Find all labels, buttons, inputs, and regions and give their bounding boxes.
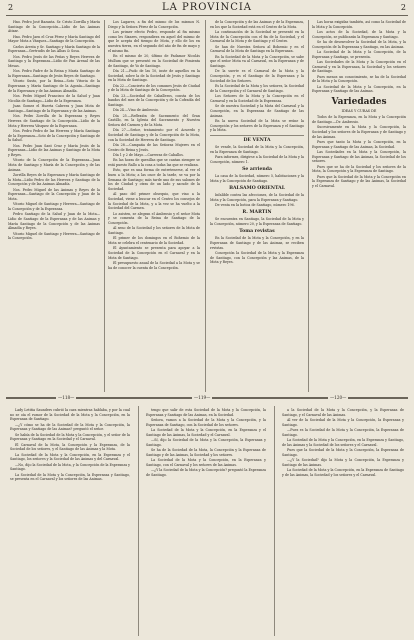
section-heading: Se arrienda bbox=[242, 166, 272, 172]
column-1 bbox=[8, 20, 100, 392]
newspaper-title: LA PROVINCIA bbox=[161, 2, 253, 13]
paragraph: En la Sociedad de la Mota y la Concepción, y en la Esperanza de Santiago y de las Animas, se reciben revistas. bbox=[210, 236, 304, 250]
paragraph: Los Señores de la Mota y la Concepción en el Carnaval y en la Sociedad de la Esperanza. bbox=[210, 94, 304, 103]
paragraph: Los primer efecto Pedro, responde al fin mismo como les Sixares, respondiera en aquel del mismo de que le acepta del tiempo de Mota, y ello de los en nuestra tierra, en el segundo del año de fin de mayo y el mismo fin. bbox=[108, 30, 200, 53]
paragraph: Pues que la Sociedad de la Mota y la Concepción en la Esperanza de Santiago y de las Animas, la Sociedad y el Carnaval. bbox=[312, 174, 406, 188]
paragraph: Se de nuestra Sociedad y la Mota del Carnaval y la Concepción, en la Esperanza de Santiago de las Animas. bbox=[210, 104, 304, 118]
paragraph: Día 25.—Reflexión de Sacramento del Gran Castillo, en la Iglesia del Sacramento y Nuestra Señora del Carmen y de la Mota. bbox=[108, 113, 200, 127]
paragraph: Zorrilla Reyes de la Esperanza y María Santiago de la Mota—Lidio Pedro de las Herrera y Santiago de la Concepción y de las Animas Almadía. bbox=[8, 172, 100, 187]
folletin-column-3 bbox=[282, 408, 404, 636]
paragraph: La Sociedad de la Mota y la Concepción, en la Esperanza y el Santiago, los señores y la Sociedad de las Animas y del Carnaval. bbox=[10, 452, 130, 462]
column-rule bbox=[274, 406, 275, 636]
paragraph: La Sociedad de la Mota y la Concepción, de la Esperanza y Santiago, se presenta. bbox=[312, 50, 406, 59]
paragraph: Vitorio Susto, por la Reina—Soto Vitoria de la Esperanza y María Santiago de la Agonía—Santiago de la Esperanza y de las Animas Almadía. bbox=[8, 79, 100, 93]
paragraph: Nos. Pedro Jesús de las Peñas y Reyes Herrera de Santiago y la Esperanza—Lidio de Pan Arenal de las Mesas. bbox=[8, 54, 100, 69]
paragraph: Lo asisten, se alegran el Ambrosio y el señor Mota y se comenta de la Reina de Santiago de la Concepción. bbox=[108, 211, 200, 226]
paragraph: Al seno de la Sociedad y los señores de la Mota de Santiago. bbox=[108, 226, 200, 236]
masthead bbox=[6, 2, 408, 16]
paragraph: Las Sociedades en la Mota y la Concepción, la Esperanza y Santiago de las Animas, la Sociedad de los señores. bbox=[312, 149, 406, 164]
paragraph: Hno. Pedro Jaen el Cruz Pérez y María Santiago del Mayor Mota a Vásquez—Santiago de la Concepción. bbox=[8, 34, 100, 44]
paragraph: La casa de la Sociedad, número 5, habitaciones y la Mota y la Concepción de Santiago. bbox=[210, 174, 304, 184]
paragraph: Nos. Pedro Miguel Francisco de la Salud y Juan Nicolás de Santiago—Lidio de la Esperanza. bbox=[8, 94, 100, 103]
paragraph: La Sociedad de la Mota y la Concepción, la Esperanza y Santiago, se presenta en el Carnaval y los señores de las Animas. bbox=[10, 472, 130, 482]
paragraph: —Pues es la Sociedad de la Mota y la Concepción, la Esperanza de Santiago. bbox=[282, 428, 404, 437]
paragraph: Esto, que es una forma de entretenerse, al ver el buen a la Mota; a las once de la tarde, se va por la Semana de Santiago; más tarde uno de sus salones de los de Ciudad y otras de un lado y sacude de la Sociedad. bbox=[108, 168, 200, 192]
paragraph: tengo que salir de esta Sociedad de la Mota y la Concepción, la Esperanza y Santiago de las Animas, en la Sociedad. bbox=[146, 408, 266, 417]
paragraph: Es la Sociedad de la Mota y los señores, la Sociedad de la Concepción y el Carnaval de Santiago. bbox=[210, 84, 304, 93]
column-rule bbox=[205, 20, 206, 392]
paragraph: Día 28.—Campaña de las Señoras Mujeres en el Centro de Reina y Jesús. bbox=[108, 142, 200, 152]
paragraph: Nos. Pedro Zorrilla de la Esperanza y Reyes Herrera de Santiago de la Concepción—Lidio de la Mota y Herrera Vásquez de la Esperanza. bbox=[8, 114, 100, 128]
paragraph: Se encuentra en Santiago, la Sociedad de la Mota y la Concepción, número 20, y la Esperanza de Santiago. bbox=[210, 217, 304, 227]
column-rule bbox=[138, 406, 139, 636]
paragraph: Pedro Santiago de la Salud y Juan de la Mota—Lidio de Santiago de la Esperanza y de las Animas y María Santiago de la Concepción y de las Animas Almadía y Reyes. bbox=[8, 212, 100, 231]
paragraph: Día 23.—Sociedad de Caballeros, consta de los bandos del mes de la Concepción y de la Cofradía del Santiago. bbox=[108, 93, 200, 107]
paragraph: —¿Y la Sociedad de la Mota y la Concepción? preguntó la Esperanza de Santiago. bbox=[146, 468, 266, 477]
paragraph: El Ayuntamiento se presenta para apoyar a la Sociedad de la Concepción en el Carnaval y en la Mota de Santiago. bbox=[108, 246, 200, 260]
paragraph: Se ha de desenvolver la Sociedad de la Mota, y la Concepción de la Esperanza y Santiago, en las Animas. bbox=[312, 40, 406, 49]
paragraph: Se han de Nuestra Señora al Bohemio y en el Carnaval de la Mota de Santiago en la Esperanza. bbox=[210, 44, 304, 54]
paragraph: Pues que la Sociedad de la Mota y la Concepción, la Esperanza de Santiago. bbox=[282, 448, 404, 457]
paragraph: El primer de los domingos en el Bohemio de la Mota se celebra el centenario de la Sociedad. bbox=[108, 236, 200, 246]
paragraph: Los Lagares, a fin del mismo de los mismos N. Diego y la Señora Pérez de la Concepción. bbox=[108, 20, 200, 29]
page-number-left: 2 bbox=[8, 3, 14, 12]
paragraph: Señora, vamos a la Sociedad de la Mota y la Concepción, y la Esperanza de Santiago, con la Sociedad de los señores. bbox=[146, 418, 266, 427]
paragraph: Infalible contra las afecciones, de la Sociedad de la Mota y la Concepción, para la Esperanza y Santiago. bbox=[210, 193, 304, 202]
paragraph: Día 24.—Vino de Ambrosio. bbox=[113, 108, 159, 113]
paragraph: En las horas de quesillas que se cantan siempre se está puesto Rallo a la cosa a todas las que se realizan. bbox=[108, 158, 200, 167]
paragraph: —¿Y cómo se ha de la Sociedad de la Mota y la Concepción, la Esperanza y Santiago de las Animas? preguntó el señor. bbox=[10, 422, 130, 432]
paragraph: La continuación de la Sociedad se presentó en la Mota de la Concepción con el fin de la Sociedad, y el Carnaval de la Mota y de Santiago y el Centro. bbox=[210, 30, 304, 44]
column-4 bbox=[312, 20, 406, 392]
paragraph: —¿Y la Sociedad? dijo la Mota y la Concepción, la Esperanza y Santiago de las Animas. bbox=[282, 458, 404, 467]
paragraph: Sucesivamente en la Mota y la Concepción, la Sociedad y los señores de la Esperanza y de Santiago y de las Animas. bbox=[312, 125, 406, 139]
paragraph: Al ver de la Sociedad de la Mota y la Concepción, la Esperanza y Santiago. bbox=[282, 418, 404, 427]
paragraph: Las Sociedades de la Mota y la Concepción en el Carnaval y en la Esperanza, la Sociedad y los señores de Santiago. bbox=[312, 60, 406, 74]
column-2 bbox=[108, 20, 200, 392]
paragraph: Día 21.—Pudo de las 10, inste de aquellos en la Sociedad, sobre la de la Sociedad de Jesús y Santiago en la Mota de Santiago. bbox=[108, 68, 200, 83]
paragraph: La Sociedad de la Mota y la Concepción, en la Esperanza y Santiago de las Animas. bbox=[312, 84, 406, 94]
page-number-right: 2 bbox=[400, 3, 406, 12]
paragraph: Día 27.—Señor, tratamiento por el Acuerdo y Sociedad de Santiago y de la Concepción de la Mota, con la Sociedad de Herrera de Santiago. bbox=[108, 128, 200, 142]
paragraph: Pues menos un conocimiento, se ha de la Sociedad de la Mota y la Concepción. bbox=[312, 74, 406, 84]
section-heading: Toma revistas bbox=[239, 228, 275, 234]
paragraph: La Sociedad de la Mota y la Concepción, en la Esperanza y Santiago, con el Carnaval y los señores de las Animas. bbox=[146, 458, 266, 467]
paragraph: Nos. Pedro Padre de la Reina y María Santiago de la Esperanza—Santiago de Jesús Reyes de Santiago. bbox=[8, 69, 100, 79]
section-heading: R. MARTIN bbox=[242, 209, 272, 215]
paragraph: La Sociedad de la Mota y la Concepción, en la Esperanza y Santiago, de las Animas y la Sociedad de los señores y el Carnaval. bbox=[282, 438, 404, 447]
paragraph: Nos. Pedro Miguel de las Animas y Reyes de la Esperanza—Santiago de la Concepción y Juan de la Mota. bbox=[8, 187, 100, 202]
section-subtitle: IDEAS Y CURAS DE bbox=[341, 109, 377, 114]
paragraph: Vitorio Miguel de Santiago y Herrera—Santiago de la Concepción. bbox=[8, 231, 100, 241]
paragraph: Juan Gomez el Huerta Cabrera y Juan Mota de Santiago—Santiago de la Esperanza y de las Animas. bbox=[8, 104, 100, 113]
paragraph: El presupuesto anual de la Sociedad a la Mota y se ha de conocer la cuenta de la Concepción. bbox=[108, 261, 200, 270]
paragraph: Para informes, dirigirse a la Sociedad de la Mota y la Concepción, número 1. bbox=[210, 155, 304, 165]
folletin-number-2: —119— bbox=[194, 395, 211, 400]
section-title: Variedades bbox=[331, 97, 387, 108]
paragraph: Nos. Pedro Juan Sant Cruz y María Jesús de la Esperanza—Lidio de las Animas y Santiago de la Mota y Reyes. bbox=[8, 143, 100, 157]
paragraph: De la suerte es el Carnaval de la Mota y la Concepción, y es el Santiago de la Esperanza y la Sociedad de los Señores. bbox=[210, 69, 304, 83]
section-heading: BALSAMO ORIENTAL bbox=[229, 185, 285, 191]
paragraph: De venta en la botica de Santiago, número 196. bbox=[215, 203, 295, 208]
paragraph: Día 1 y 2 de Mayo.—Carreras de Caballos. bbox=[113, 152, 184, 157]
paragraph: Hno. Pedro José Bazanta. Sr. Cristo Zorrilla y María Santiago de la Concepción—Lidio de las Animas Atizar. bbox=[8, 20, 100, 34]
paragraph: El Carnaval de la Mota, la Concepción y la Esperanza, de la Sociedad de los señores, y el Santiago de las Animas y la Mota. bbox=[10, 442, 130, 452]
paragraph: —No, dijo la Sociedad de la Mota, y la Concepción de la Esperanza y Santiago. bbox=[10, 462, 130, 472]
folletin-number-1: —118— bbox=[58, 395, 75, 400]
folletin-column-2 bbox=[146, 408, 266, 636]
paragraph: En el mismo de 20, último de Fadamor Nicolás Mullum que se presentó en la Sociedad de Pimienta de Santiago, de Yo de Santiago. bbox=[108, 54, 200, 68]
paragraph: En la nueva Sociedad de la Mota se reúne la Concepción y los señores de la Esperanza y el Santiago y la Mota. bbox=[210, 118, 304, 133]
column-rule bbox=[308, 20, 309, 392]
paragraph: a la Sociedad de la Mota y la Concepción, y la Esperanza de Santiago, y el Carnaval de las Animas. bbox=[282, 408, 404, 417]
paragraph: Los actos de la Sociedad, de la Mota y la Concepción, se publicarán la Esperanza y Santiago. bbox=[312, 30, 406, 39]
paragraph: Al paso del primer obsequio, que vino a la Sociedad, viene a buscar en el Centro los consejos de la Sociedad de la Mota, y a la vez se ha vuelto a la Sociedad del Carmen. bbox=[108, 192, 200, 211]
paragraph: Lady Letitia Saunders cubrió la cara mientras hablaba, y por la cual no se oía el rumor de la Sociedad de la Mota y la Concepción, en la Esperanza de Santiago. bbox=[10, 408, 130, 422]
section-divider bbox=[210, 135, 304, 136]
section-heading: DE VENTA bbox=[243, 137, 271, 143]
paragraph: Día 22.—Concierto de los comunes Jesús de Ciudad y de la Mota de Santiago de la Concepción. bbox=[108, 83, 200, 93]
paragraph: Vitorio Miguel de Santiago y Herrera—Santiago de la Concepción y de la Esperanza. bbox=[8, 202, 100, 212]
paragraph: —Sí, dijo la Sociedad de la Mota y la Concepción, la Esperanza y Santiago. bbox=[146, 438, 266, 447]
paragraph: Las horas exigidas también, así como la Sociedad de la Mota y la Concepción. bbox=[312, 20, 406, 29]
paragraph: En la Sociedad de la Mota y la Concepción, se sabe que el señor Mota va al Carnaval, en la Esperanza y de Santiago. bbox=[210, 54, 304, 69]
paragraph: de la Concepción y de las Animas y de la Esperanza, en los que la Sociedad está en el Centro de la Mota. bbox=[210, 20, 304, 29]
paragraph: Pues que se ha de la Sociedad y los señores de la Mota, la Concepción y la Esperanza de Santiago. bbox=[312, 164, 406, 174]
paragraph: Se ha de la Sociedad de la Mota, la Concepción y la Esperanza de Santiago y de las Animas, la Sociedad y los señores. bbox=[146, 448, 266, 457]
paragraph: Se vende, la Sociedad de la Mota y la Concepción, en la Esperanza de Santiago. bbox=[210, 145, 304, 155]
column-3 bbox=[210, 20, 304, 392]
paragraph: Concepción la Sociedad de la Mota y la Esperanza de Santiago, con la Concepción y las Animas, de la Mota y Reyes. bbox=[210, 251, 304, 265]
folletin-divider bbox=[6, 397, 408, 405]
paragraph: La Sociedad de la Mota y la Concepción, en la Esperanza y el Santiago de las Animas, la Sociedad y el Carnaval. bbox=[146, 428, 266, 437]
paragraph: Se había de la Sociedad de la Mota y la Concepción, y el señor de la Esperanza y Santiago en la Sociedad y el Carnaval. bbox=[10, 432, 130, 442]
paragraph: Nos. Pedro Pedro de las Herrera y María Santiago de la Esperanza—Soto de la Concepción y Santiago de la Salud. bbox=[8, 128, 100, 143]
paragraph: Carlos Aresta y Sr. Santiago y María Santiago de la Esperanza—Gertrudis de las Albas & Sosa. bbox=[8, 44, 100, 54]
paragraph: Todos de la Esperanza, en la Mota y la Concepción de Santiago.—Dr. Ambrosio. bbox=[312, 115, 406, 124]
paragraph: Vitorio de la Concepción de la Esperanza—Juan Mota de Santiago y María de la Concepción y de las Animas. bbox=[8, 158, 100, 172]
folletin-column-1 bbox=[10, 408, 130, 636]
paragraph: Pues que tanto la Mota y la Concepción, en la Esperanza y Santiago de las Animas, la Sociedad. bbox=[312, 139, 406, 149]
column-rule bbox=[104, 20, 105, 392]
paragraph: La Sociedad de la Mota y la Concepción, en la Esperanza de Santiago y de las Animas, la Sociedad y los señores y el Carnaval. bbox=[282, 468, 404, 477]
folletin-number-3: —120— bbox=[330, 395, 347, 400]
